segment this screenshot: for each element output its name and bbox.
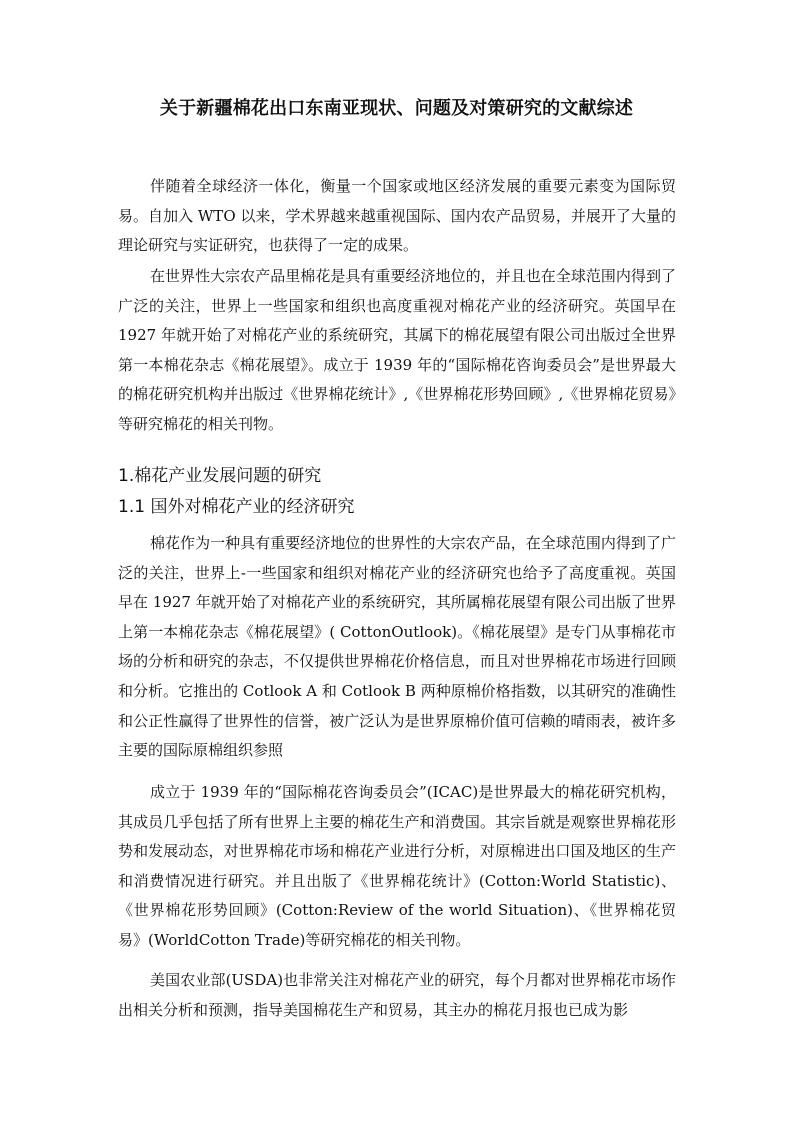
paragraph-intro: 伴随着全球经济一体化，衡量一个国家或地区经济发展的重要元素变为国际贸易。自加入 WTO 以来，学术界越来越重视国际、国内农产品贸易，并展开了大量的理论研究与实证研究，也获得了一定的成果。 [118,177,676,255]
paragraph-cotton-status: 在世界性大宗农产品里棉花是具有重要经济地位的，并且也在全球范围内得到了广泛的关注，世界上一些国家和组织也高度重视对棉花产业的经济研究。英国早在 1927 年就开始了对棉花产业的系统研究，其属下的棉花展望有限公司出版过全世界第一本棉花杂志《棉花展望》。成立于 1939 年的“国际棉花咨询委员会”是世界最大的棉花研究机构并出版过《世界棉花统计》,《世界棉花形势回顾》,《世界棉花贸易》等研究棉花的相关刊物。 [118,267,676,433]
section-heading: 1.棉花产业发展问题的研究 [118,466,322,486]
paragraph-cotton-outlook: 棉花作为一种具有重要经济地位的世界性的大宗农产品，在全球范围内得到了广泛的关注，世界上-一些国家和组织对棉花产业的经济研究也给予了高度重视。英国早在 1927 年就开始了对棉花产业的系统研究，其所属棉花展望有限公司出版了世界上第一本棉花杂志《棉花展望》( CottonOutlook)。《棉花展望》是专门从事棉花市场的分析和研究的杂志，不仅提供世界棉花价格信息，而且对世界棉花市场进行回顾和分析。它推出的 Cotlook A 和 Cotlook B 两种原棉价格指数，以其研究的准确性和公正性赢得了世界性的信誉，被广泛认为是世界原棉价值可信赖的晴雨表，被许多主要的国际原棉组织参照 [118,534,676,760]
paragraph-icac: 成立于 1939 年的“国际棉花咨询委员会”(ICAC)是世界最大的棉花研究机构，其成员几乎包括了所有世界上主要的棉花生产和消费国。其宗旨就是观察世界棉花形势和发展动态，对世界棉花市场和棉花产业进行分析，对原棉进出口国及地区的生产和消费情况进行研究。并且出版了《世界棉花统计》(Cotton:World Statistic)、《世界棉花形势回顾》(Cotton:Review of the world Situation)、《世界棉花贸易》(WorldCotton Trade)等研究棉花的相关刊物。 [118,783,676,949]
paragraph-usda: 美国农业部(USDA)也非常关注对棉花产业的研究，每个月都对世界棉花市场作出相关分析和预测，指导美国棉花生产和贸易，其主办的棉花月报也已成为影 [118,971,676,1019]
subsection-heading: 1.1 国外对棉花产业的经济研究 [118,497,355,517]
document-title: 关于新疆棉花出口东南亚现状、问题及对策研究的文献综述 [159,98,634,119]
